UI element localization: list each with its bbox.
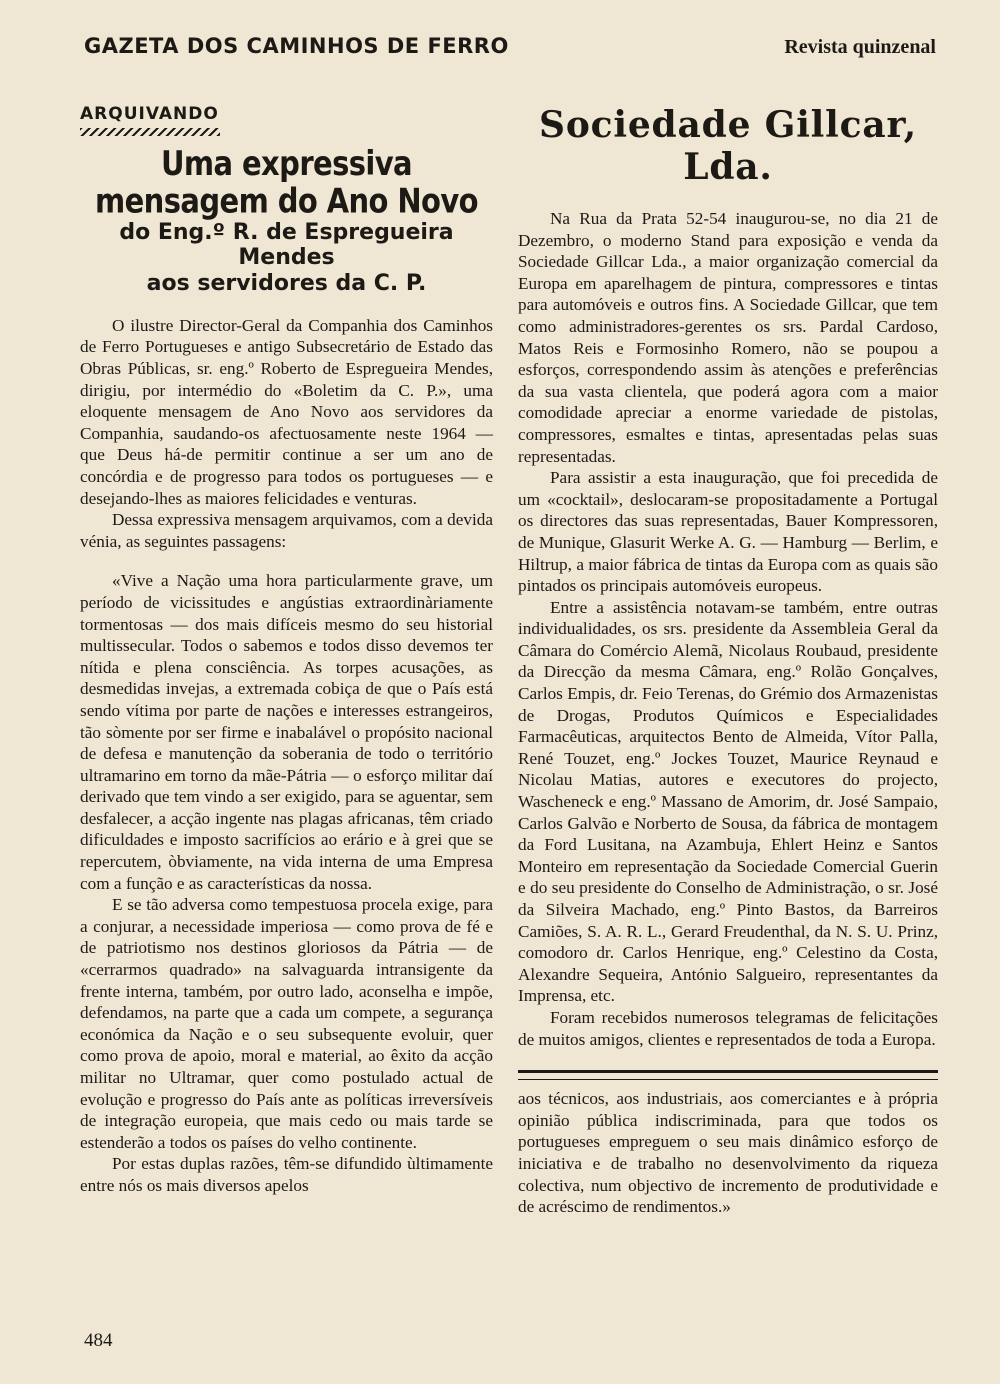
- divider-rule: [518, 1070, 938, 1073]
- right-column: [518, 104, 938, 1218]
- headline-line-2: do Eng.º R. de Espregueira Mendes: [119, 219, 454, 270]
- company-article-title: Sociedade Gillcar, Lda.: [539, 104, 917, 188]
- right-paragraph: Na Rua da Prata 52-54 inaugurou-se, no dia 21 de Dezembro, o moderno Stand para exposição e venda da Sociedade Gillcar Lda., a maior organização comercial da Europa em aparelhagem de pintura, compressores e tintas para automóveis e outros fins. A Sociedade Gillcar, que tem como administradores-gerentes os srs. Pardal Cardoso, Matos Reis e Formosinho Romero, não se poupou a esforços, correspondendo assim às atenções e preferências da sua vasta clientela, que poderá agora com a maior comodidade apreciar a enorme variedade de pistolas, compressores, esmaltes e tintas, apresentadas pelas suas representadas.: [518, 209, 938, 466]
- wave-ornament: [80, 128, 220, 136]
- page-number: 484: [84, 1330, 113, 1351]
- section-label: ARQUIVANDO: [80, 104, 219, 124]
- quote-paragraph: «Vive a Nação uma hora particularmente grave, um período de vicissitudes e angústias extraordinàriamente tormentosas — dos mais difíceis mesmo do seu historial multissecular. Todos o sabemos e todos disso devemos ter nítida e plena consciência. As torpes acusações, as desmedidas invejas, a extremada cobiça de que o País está sendo vítima por parte de nações e interesses estrangeiros, tão sòmente por ser firme e inabalável o propósito nacional de defesa e manutenção da soberania de todo o território ultramarino em torno da mãe-Pátria — o esforço militar daí derivado que tem vindo a ser exigido, para se aguentar, sem desfalecer, a acção ingente nas plagas africanas, têm criado dificuldades e imposto sacrifícios ao erário e à grei que se repercutem, òbviamente, na vida interna de uma Empresa com a função e as características da nossa.: [80, 571, 493, 893]
- left-paragraph: Dessa expressiva mensagem arquivamos, com a devida vénia, as seguintes passagens:: [80, 510, 493, 551]
- right-paragraph: Para assistir a esta inauguração, que foi precedida de um «cocktail», deslocaram-se propositadamente a Portugal os directores das suas representadas, Bauer Kompressoren, de Munique, Glasurit Werke A. G. — Hamburg — Berlim, e Hiltrup, a maior fábrica de tintas da Europa com as quais são pintados os principais automóveis europeus.: [518, 468, 938, 596]
- right-paragraph: Foram recebidos numerosos telegramas de felicitações de muitos amigos, clientes e representados de toda a Europa.: [518, 1007, 938, 1049]
- headline-line-1: Uma expressiva mensagem do Ano Novo: [94, 142, 478, 222]
- right-paragraph: Entre a assistência notavam-se também, entre outras individualidades, os srs. presidente da Assembleia Geral da Câmara do Comércio Alemã, Nicolaus Roubaud, presidente da Direcção da mesma Câmara, eng.º Rolão Gonçalves, Carlos Empis, dr. Feio Terenas, do Grémio dos Armazenistas de Drogas, Produtos Químicos e Especialidades Farmacêuticas, arquitectos Bento de Almeida, Vítor Palla, René Touzet, eng.º Jockes Touzet, Maurice Reynaud e Nicolau Matias, autores e executores do projecto, Wascheneck e eng.º Massano de Amorim, dr. José Sampaio, Carlos Galvão e Norberto de Sousa, da fábrica de montagem da Ford Lusitana, na Azambuja, Ehlert Heinz e Santos Monteiro em representação da Sociedade Comercial Guerin e do seu presidente do Conselho de Administração, o sr. José da Silveira Machado, eng.º Pinto Bastos, da Barreiros Camiões, S. A. R. L., Gerard Freudenthal, da N. S. U. Prinz, comodoro dr. Carlos Henrique, eng.º Celestino da Costa, Alexandre Sequeira, António Salgueiro, representantes da Imprensa, etc.: [518, 597, 938, 1006]
- publication-title: GAZETA DOS CAMINHOS DE FERRO: [84, 34, 509, 58]
- left-paragraph: O ilustre Director-Geral da Companhia dos Caminhos de Ferro Portugueses e antigo Subsecretário de Estado das Obras Públicas, sr. eng.º Roberto de Espregueira Mendes, dirigiu, por intermédio do «Boletim da C. P.», uma eloquente mensagem de Ano Novo aos servidores da Companhia, saudando-os afectuosamente neste 1964 — que Deus há-de permitir continue a ser um ano de concórdia e de progresso para todos os portugueses — e desejando-lhes as maiores felicidades e venturas.: [80, 315, 493, 508]
- headline-line-3: aos servidores da C. P.: [146, 271, 427, 297]
- left-column: [80, 104, 493, 1197]
- masthead: [84, 34, 936, 59]
- publication-frequency: Revista quinzenal: [784, 36, 936, 58]
- article-headline: [80, 142, 493, 297]
- quote-paragraph: Por estas duplas razões, têm-se difundido ùltimamente entre nós os mais diversos apelos: [80, 1154, 493, 1195]
- divider-rule-thin: [518, 1079, 938, 1080]
- quote-continuation: aos técnicos, aos industriais, aos comerciantes e à própria opinião pública indiscriminada, para que todos os portugueses empreguem o seu mais dinâmico esforço de iniciativa e de trabalho no desenvolvimento da riqueza colectiva, num objectivo de incremento de produtividade e de acréscimo de rendimentos.»: [518, 1089, 938, 1217]
- quote-paragraph: E se tão adversa como tempestuosa procela exige, para a conjurar, a necessidade imperiosa — como prova de fé e de patriotismo nos destinos gloriosos da Pátria — de «cerrarmos quadrado» na salvaguarda intransigente da frente interna, também, por outro lado, aconselha e impõe, defendamos, na parte que a cada um compete, a segurança económica da Nação e o seu subsequente evoluir, quer como prova de apoio, moral e material, ao êxito da acção militar no Ultramar, quer como postulado actual de evolução e progresso do País ante as políticas irreversíveis de integração europeia, que mais cedo ou mais tarde se estenderão a todos os países do velho continente.: [80, 895, 493, 1152]
